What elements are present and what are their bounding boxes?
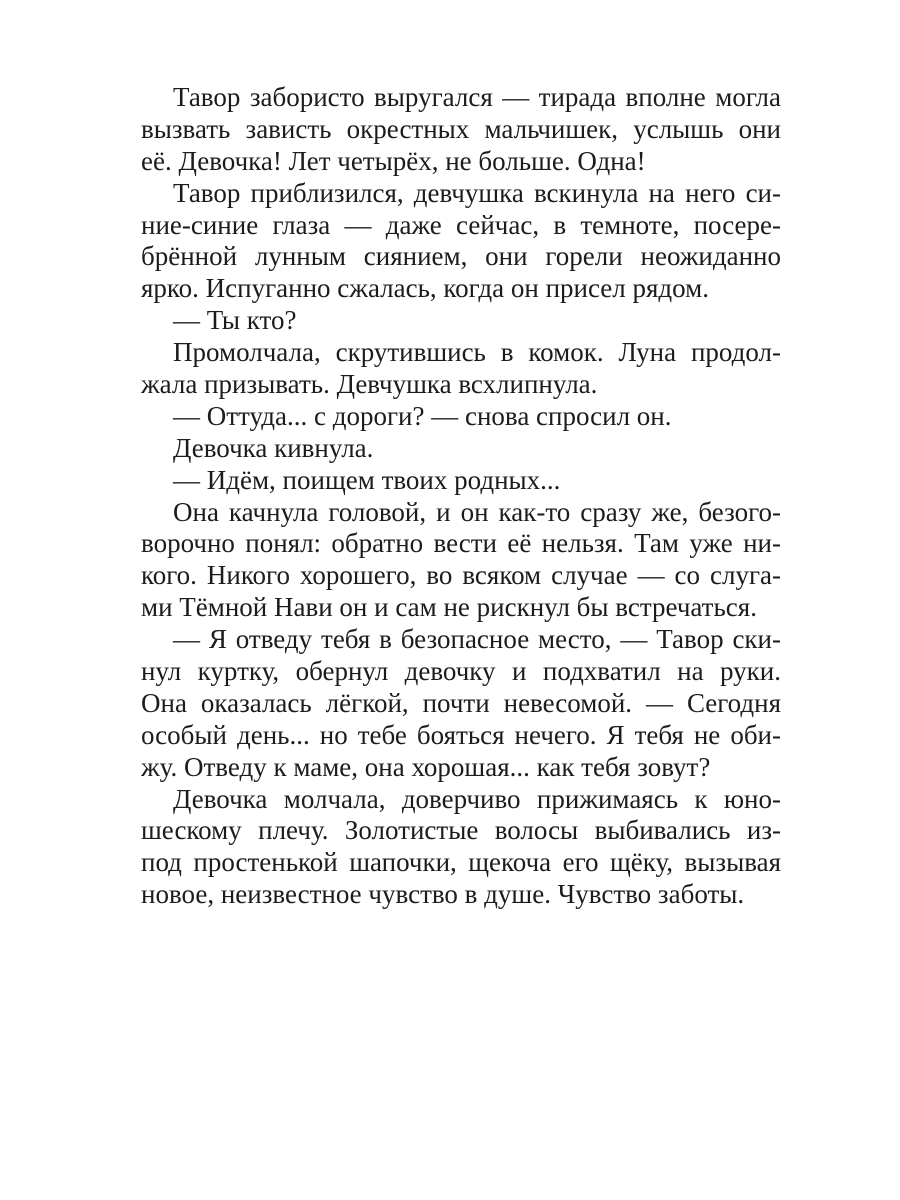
text-line: ярко. Испуганно сжалась, когда он присел рядом. (141, 273, 709, 304)
body-text (141, 82, 781, 911)
text-line: Девочка кивнула. (173, 432, 374, 463)
text-line: — Идём, поищем твоих родных... (173, 464, 561, 495)
text-line: вызвать зависть окрестных мальчишек, услышь они (141, 113, 781, 144)
text-line: — Я отведу тебя в безопасное место, — Тавор ски- (173, 624, 781, 655)
text-line: брённой лунным сиянием, они горели неожиданно (141, 241, 781, 272)
text-line: Она качнула головой, и он как-то сразу же, безого- (173, 496, 781, 527)
text-line: под простенькой шапочки, щекоча его щёку, вызывая (141, 847, 781, 878)
text-line: Девочка молчала, доверчиво прижимаясь к юно- (173, 783, 781, 814)
text-line: Тавор приблизился, девчушка вскинула на него си- (173, 177, 781, 208)
text-line: новое, неизвестное чувство в душе. Чувство заботы. (141, 879, 745, 910)
text-line: Тавор забористо выругался — тирада вполне могла (173, 82, 781, 112)
text-line: Она оказалась лёгкой, почти невесомой. — Сегодня (141, 687, 781, 718)
text-line: — Ты кто? (173, 305, 297, 336)
text-line: жала призывать. Девчушка всхлипнула. (141, 369, 598, 400)
text-line: кого. Никого хорошего, во всяком случае — со слуга- (141, 560, 781, 591)
text-line: ворочно понял: обратно вести её нельзя. Там уже ни- (141, 528, 781, 559)
text-line: ми Тёмной Нави он и сам не рискнул бы встречаться. (141, 592, 757, 623)
text-line: ние-синие глаза — даже сейчас, в темноте, посере- (141, 209, 781, 240)
text-line: шескому плечу. Золотистые волосы выбивались из- (141, 815, 781, 846)
text-line: Промолчала, скрутившись в комок. Луна продол- (173, 337, 781, 368)
text-line: её. Девочка! Лет четырёх, не больше. Одна! (141, 145, 646, 176)
text-line: особый день... но тебе бояться нечего. Я тебя не оби- (141, 719, 781, 750)
text-line: жу. Отведу к маме, она хорошая... как тебя зовут? (141, 751, 711, 782)
text-line: — Оттуда... с дороги? — снова спросил он. (173, 400, 672, 431)
text-line: нул куртку, обернул девочку и подхватил на руки. (141, 656, 781, 687)
